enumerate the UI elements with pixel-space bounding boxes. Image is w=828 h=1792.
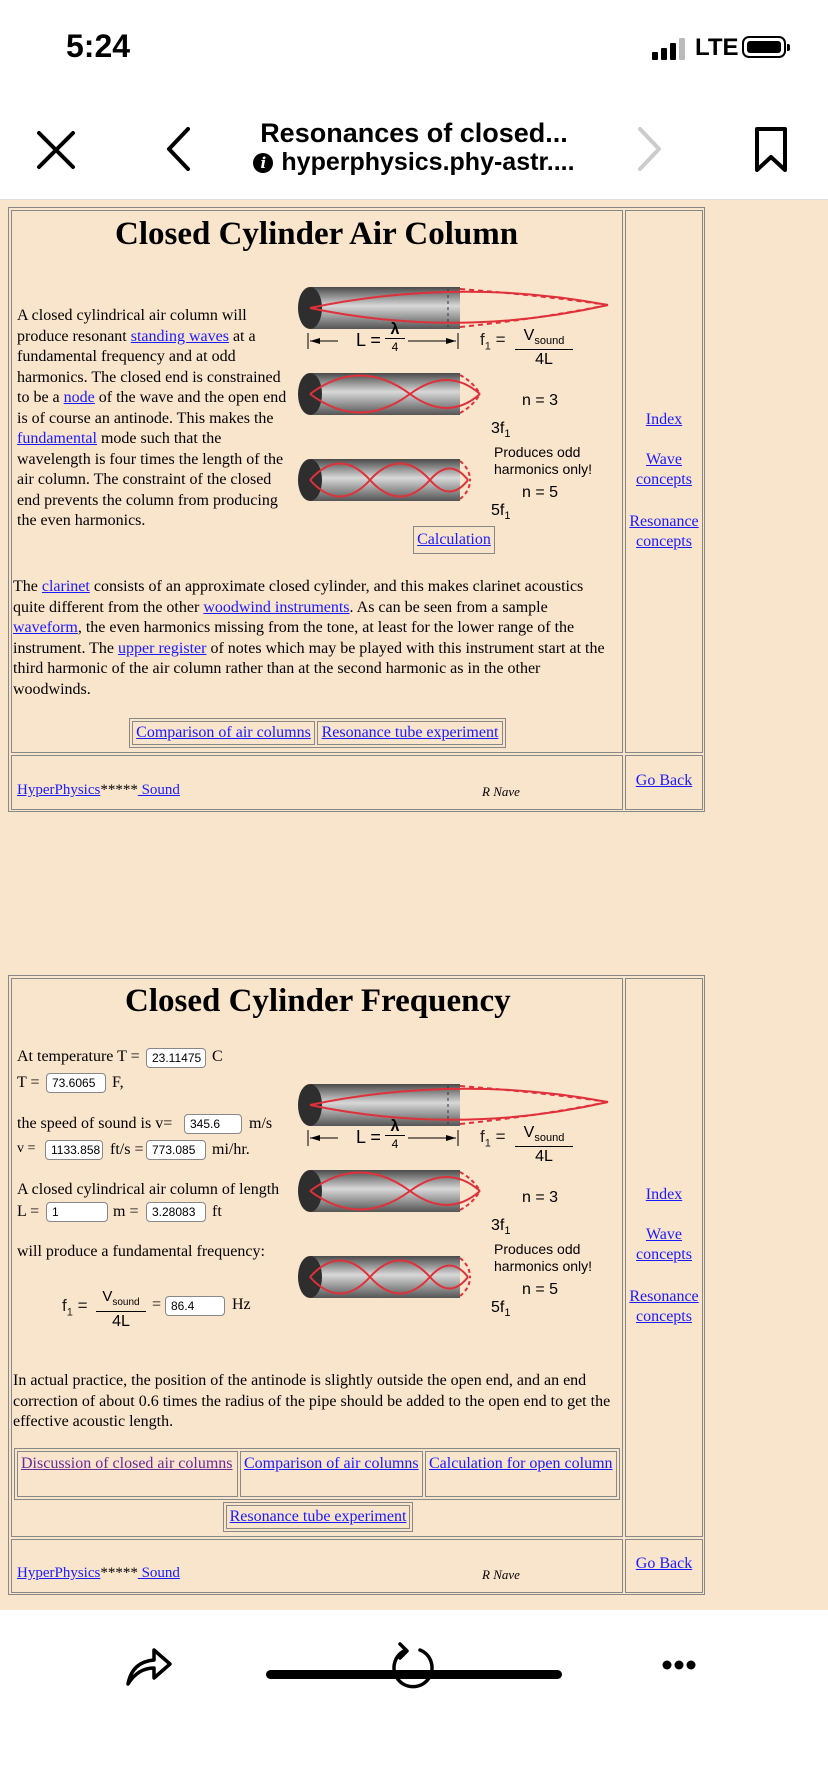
signal-icon [652, 38, 688, 60]
temperature-label: At temperature T = [17, 1048, 140, 1065]
lambda-fraction: λ 4 [385, 1119, 405, 1152]
resonance-tube-button[interactable]: Resonance tube experiment [226, 1505, 410, 1529]
unit-m: m = [113, 1203, 139, 1220]
hyperphysics-link[interactable]: HyperPhysics [17, 1565, 101, 1581]
length-ft-input[interactable]: 3.28083 [146, 1202, 206, 1222]
speed-fts-input[interactable]: 1133.858 [45, 1140, 103, 1160]
battery-icon [742, 36, 786, 58]
footer-links: HyperPhysics***** Sound [17, 1565, 180, 1581]
closed-cylinder-diagram [298, 287, 618, 527]
section-title: Closed Cylinder Air Column [115, 216, 519, 252]
author-credit: R Nave [482, 784, 520, 799]
share-icon[interactable] [124, 1642, 174, 1688]
end-correction-paragraph: In actual practice, the position of the antinode is slightly outside the open end, and an end correction of about 0.6 times the radius of the pipe should be added to the open end to get the effective acoustic length. [13, 1372, 611, 1430]
length-formula: L = [356, 330, 381, 350]
link-waveform[interactable]: waveform [13, 619, 78, 636]
length-formula: L = [356, 1127, 381, 1147]
length-m-input[interactable]: 1 [46, 1202, 108, 1222]
f1-fraction: $V_{sound}$ 4L [515, 328, 573, 368]
status-time: 5:24 [66, 28, 131, 64]
side-wave-concepts-link[interactable]: Wave concepts [636, 451, 692, 488]
go-back-link[interactable]: Go Back [635, 772, 693, 789]
intro-paragraph: A closed cylindrical air column will produce resonant standing waves at a fundamental frequency and at odd harmonics. The closed end is constrained to be a node of the wave and the open end is of course an antinode. This makes the fundamental mode such that the wavelength is four times the length of the air column. The constraint of the closed end prevents the column from producing the even harmonics. [17, 307, 287, 529]
f1-fraction: $V_{sound}$ 4L [515, 1125, 573, 1165]
link-standing-waves[interactable]: standing waves [130, 327, 229, 345]
browser-toolbar [0, 1610, 828, 1792]
closed-cylinder-diagram [298, 1084, 618, 1324]
speed-label: the speed of sound is v= [17, 1115, 173, 1132]
third-harmonic-label: $3f_1$ [491, 420, 511, 441]
speed-ms-input[interactable]: 345.6 [184, 1114, 242, 1134]
f1-formula: $f_1$ = [480, 330, 506, 353]
t-label: T = [17, 1074, 40, 1091]
n5-label: n = 5 [522, 1281, 559, 1298]
button-row [129, 718, 506, 748]
temperature-c-input[interactable]: 23.11475 [146, 1048, 206, 1068]
clarinet-paragraph: The clarinet consists of an approximate closed cylinder, and this makes clarinet acoustics quite different from the other woodwind instruments. As can be seen from a sample waveform, the even harmonics missing from the tone, at least for the lower range of the instrument. The upper register of notes which may be played with this instrument start at the third harmonic of the air column rather than at the second harmonic as in the other woodwinds. [13, 578, 605, 698]
side-resonance-concepts-link[interactable]: Resonance concepts [629, 513, 699, 550]
button-row [223, 1502, 413, 1532]
f1-fraction: $V_{sound}$ 4L [96, 1289, 146, 1330]
resonance-tube-button[interactable]: Resonance tube experiment [317, 721, 503, 745]
link-upper-register[interactable]: upper register [118, 639, 207, 657]
bookmark-icon[interactable] [754, 126, 788, 174]
comparison-air-columns-button[interactable]: Comparison of air columns [132, 721, 315, 745]
hyperphysics-link[interactable]: HyperPhysics [17, 782, 101, 798]
link-fundamental[interactable]: fundamental [17, 430, 97, 447]
unit-mph: mi/hr. [212, 1141, 250, 1158]
home-indicator[interactable] [266, 1670, 562, 1679]
link-clarinet[interactable]: clarinet [41, 578, 90, 595]
side-index-link[interactable]: Index [645, 1186, 683, 1203]
reload-icon[interactable] [390, 1642, 438, 1690]
fifth-harmonic-label: $5f_1$ [491, 1299, 511, 1320]
temperature-f-input[interactable]: 73.6065 [46, 1073, 106, 1093]
chevron-right-icon[interactable] [634, 126, 664, 172]
more-icon[interactable] [662, 1659, 696, 1671]
n3-label: n = 3 [522, 392, 559, 409]
v-label: v = [17, 1141, 36, 1156]
side-wave-concepts-link[interactable]: Wave concepts [636, 1226, 692, 1263]
odd-harmonics-note: Produces odd harmonics only! [494, 1241, 593, 1274]
link-node[interactable]: node [63, 389, 95, 406]
unit-ft: ft [212, 1203, 222, 1220]
footer-links: HyperPhysics***** Sound [17, 782, 180, 798]
sound-link[interactable]: Sound [137, 1565, 180, 1581]
side-index-link[interactable]: Index [645, 411, 683, 428]
l-label: L = [17, 1203, 40, 1220]
page-title: Resonances of closed... [260, 118, 568, 148]
fifth-harmonic-label: $5f_1$ [491, 502, 511, 523]
page-url[interactable]: i hyperphysics.phy-astr.... [0, 148, 828, 177]
f1-formula: $f_1$ = [480, 1127, 506, 1150]
side-resonance-concepts-link[interactable]: Resonance concepts [629, 1288, 699, 1325]
length-label: A closed cylindrical air column of length [17, 1181, 280, 1198]
n5-label: n = 5 [522, 484, 559, 501]
unit-hz: Hz [232, 1296, 251, 1313]
speed-mph-input[interactable]: 773.085 [146, 1140, 206, 1160]
unit-c: C [212, 1048, 223, 1065]
link-woodwind[interactable]: woodwind instruments [203, 598, 350, 616]
network-label: LTE [695, 34, 739, 61]
side-nav [627, 410, 701, 552]
f1-formula: $f_1$ = [62, 1296, 88, 1319]
info-icon[interactable]: i [253, 153, 273, 173]
button-row [14, 1448, 620, 1500]
comparison-air-columns-button[interactable]: Comparison of air columns [240, 1451, 423, 1497]
will-produce-label: will produce a fundamental frequency: [17, 1243, 265, 1260]
go-back-link[interactable]: Go Back [635, 1555, 693, 1572]
equals-sign: = [152, 1296, 162, 1313]
discussion-closed-columns-button[interactable]: Discussion of closed air columns [17, 1451, 238, 1497]
frequency-output[interactable]: 86.4 [165, 1296, 225, 1316]
author-credit: R Nave [482, 1567, 520, 1582]
calculation-button[interactable]: Calculation [413, 526, 495, 554]
odd-harmonics-note: Produces odd harmonics only! [494, 444, 593, 477]
lambda-fraction: λ 4 [385, 322, 405, 355]
calculation-open-column-button[interactable]: Calculation for open column [425, 1451, 617, 1497]
n3-label: n = 3 [522, 1189, 559, 1206]
unit-ms: m/s [249, 1115, 273, 1132]
sound-link[interactable]: Sound [137, 782, 180, 798]
section-title: Closed Cylinder Frequency [125, 983, 511, 1019]
unit-fts: ft/s = [110, 1141, 144, 1158]
side-nav [627, 1185, 701, 1327]
third-harmonic-label: $3f_1$ [491, 1217, 511, 1238]
unit-f: F, [112, 1074, 124, 1091]
